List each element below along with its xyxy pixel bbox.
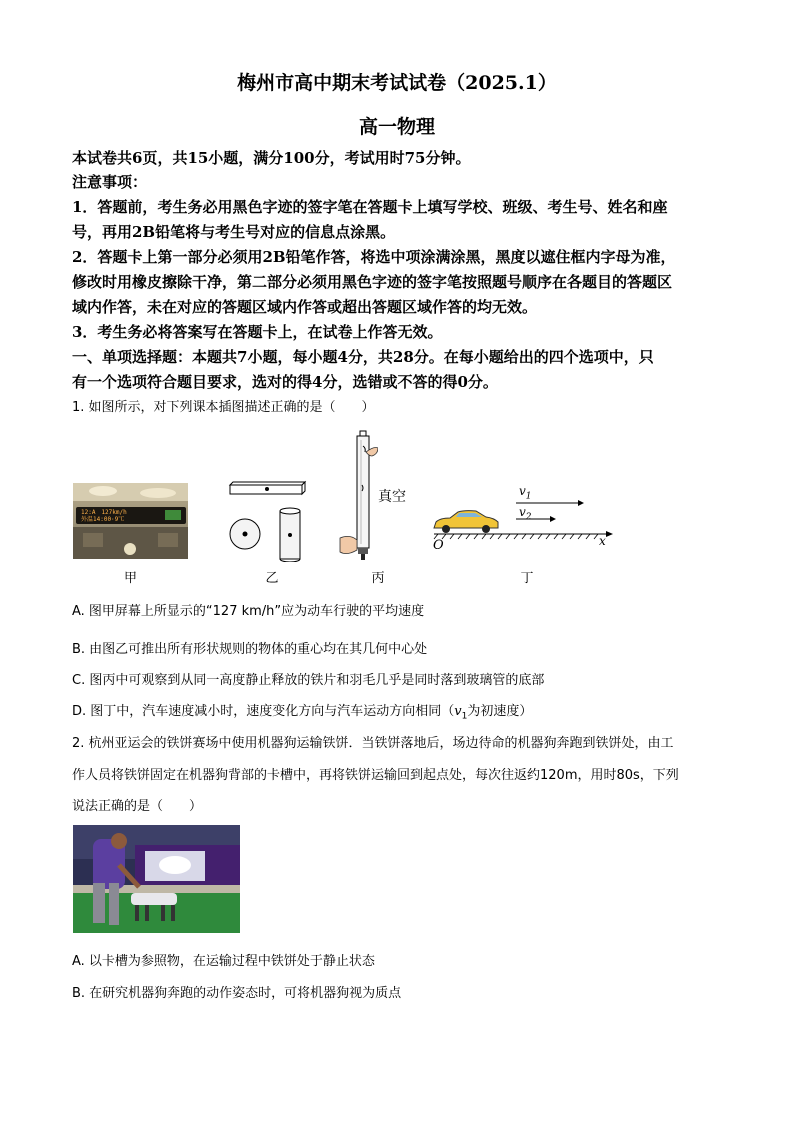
question-2-stem-line: 说法正确的是（ ） xyxy=(72,799,203,814)
question-2-stem-line: 2. 杭州亚运会的铁饼赛场中使用机器狗运输铁饼．当铁饼落地后，场边待命的机器狗奔跑到铁饼处，由工 xyxy=(72,736,674,751)
display-text-line1: 12:A 127km/h xyxy=(81,509,127,516)
origin-label: O xyxy=(433,538,444,553)
vacuum-label: 真空 xyxy=(378,489,406,505)
q2-option-a: A. 以卡槽为参照物，在运输过程中铁饼处于静止状态 xyxy=(72,954,375,969)
notice-item-line: 修改时用橡皮擦除干净，第二部分必须用黑色字迹的签字笔按照题号顺序在各题目的答题区 xyxy=(72,273,673,291)
v1-label: $v_1$ xyxy=(519,484,532,502)
axis-x-label: x xyxy=(599,534,606,548)
notice-item-line: 3．考生务必将答案写在答题卡上，在试卷上作答无效。 xyxy=(72,323,443,341)
notice-item-line: 域内作答，未在对应的答题区域内作答或超出答题区域作答的均无效。 xyxy=(72,298,538,316)
exam-title: 梅州市高中期末考试试卷（2025.1） xyxy=(237,72,557,94)
notice-item-line: 2．答题卡上第一部分必须用2B铅笔作答，将选中项涂满涂黑，黑度以遮住框内字母为准， xyxy=(72,248,676,266)
q1-option-a: A. 图甲屏幕上所显示的“127 km/h”应为动车行驶的平均速度 xyxy=(72,604,425,619)
display-text-line2: 外温14:00·9℃ xyxy=(81,516,125,523)
q1-option-b: B. 由图乙可推出所有形状规则的物体的重心均在其几何中心处 xyxy=(72,642,428,657)
q2-option-b: B. 在研究机器狗奔跑的动作姿态时，可将机器狗视为质点 xyxy=(72,986,402,1001)
figure-caption-yi: 乙 xyxy=(265,571,279,586)
q1-option-c: C. 图丙中可观察到从同一高度静止释放的铁片和羽毛几乎是同时落到玻璃管的底部 xyxy=(72,673,545,688)
figure-caption-ding: 丁 xyxy=(520,571,534,586)
figure-caption-bing: 丙 xyxy=(371,571,385,586)
section-heading: 有一个选项符合题目要求，选对的得4分，选错或不答的得0分。 xyxy=(72,373,498,391)
question-1-stem: 1. 如图所示，对下列课本插图描述正确的是（ ） xyxy=(72,400,375,415)
figure-jia-photo xyxy=(73,483,188,559)
question-2-stem-line: 作人员将铁饼固定在机器狗背部的卡槽中，再将铁饼运输回到起点处，每次往返约120m，用时80s，下列 xyxy=(72,768,679,783)
exam-intro: 本试卷共6页，共15小题，满分100分，考试用时75分钟。 xyxy=(72,149,471,167)
v2-label: $v_2$ xyxy=(519,505,532,523)
figure-bing-diagram xyxy=(338,430,378,562)
figure-caption-jia: 甲 xyxy=(123,571,137,586)
q1-option-d: D. 图丁中，汽车速度减小时，速度变化方向与汽车运动方向相同（$v_1$为初速度） xyxy=(72,704,533,722)
exam-subtitle: 高一物理 xyxy=(358,116,435,138)
notice-heading: 注意事项： xyxy=(72,173,148,191)
figure-yi-diagram xyxy=(224,480,310,562)
robot-dog-photo xyxy=(73,825,240,933)
notice-item-line: 1．答题前，考生务必用黑色字迹的签字笔在答题卡上填写学校、班级、考生号、姓名和座 xyxy=(72,198,668,216)
section-heading: 一、单项选择题：本题共7小题，每小题4分，共28分。在每小题给出的四个选项中，只 xyxy=(72,348,654,366)
notice-item-line: 号，再用2B铅笔将与考生号对应的信息点涂黑。 xyxy=(72,223,396,241)
